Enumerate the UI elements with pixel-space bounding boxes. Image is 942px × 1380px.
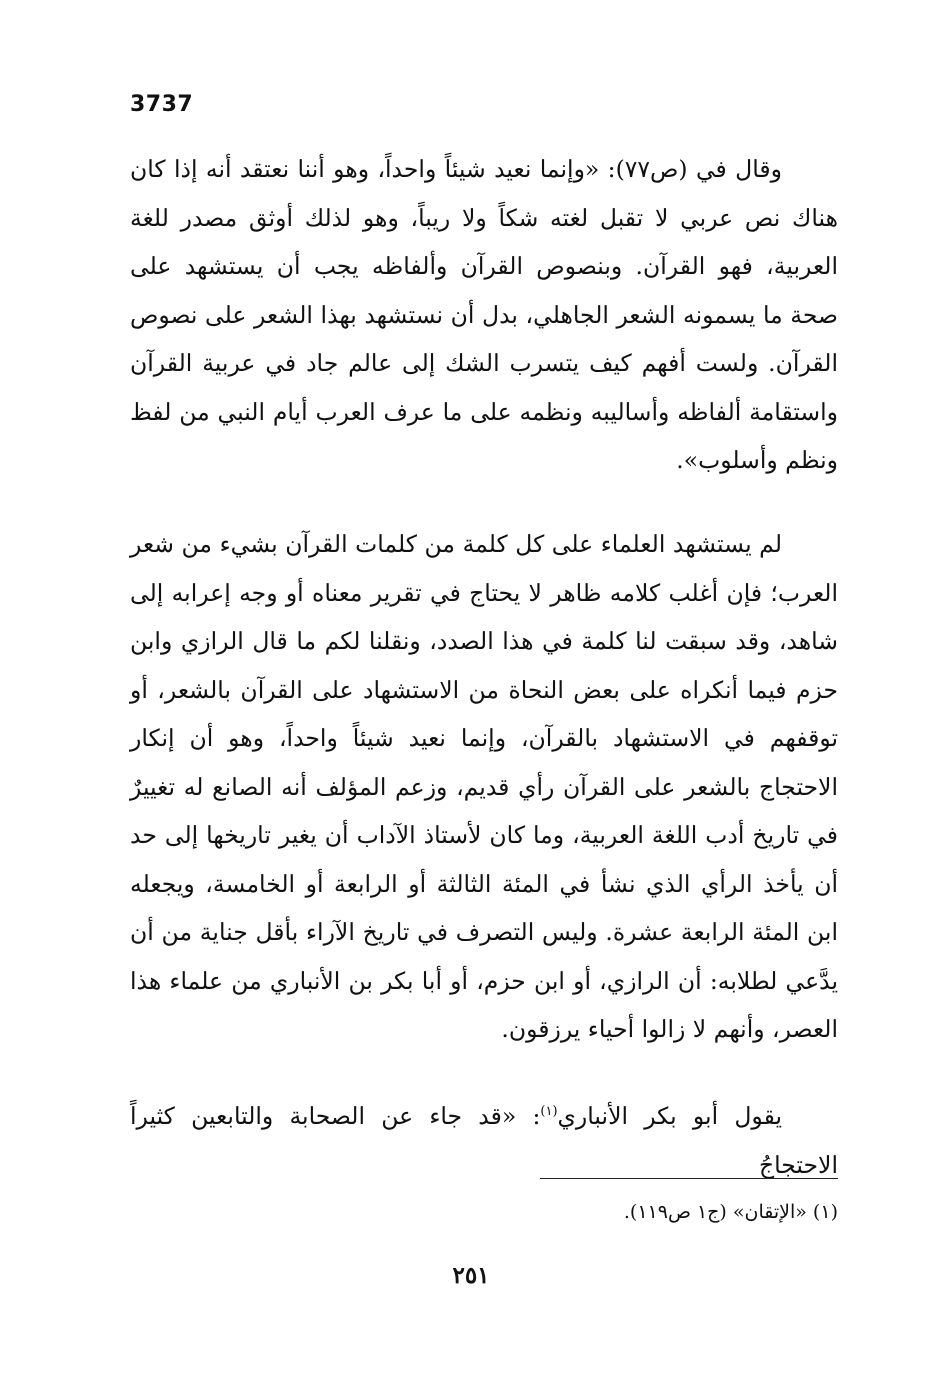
paragraph-text: لم يستشهد العلماء على كل كلمة من كلمات القرآن بشيء من شعر العرب؛ فإن أغلب كلامه ظاهر لا يحتاج في تقرير معناه أو وجه إعرابه إلى شاهد، وقد سبقت لنا كلمة في هذا الصدد، ونقلنا لكم ما قال الرازي وابن حزم فيما أنكراه على بعض النحاة من الاستشهاد على القرآن بالشعر، أو توقفهم في الاستشهاد بالقرآن، وإنما نعيد شيئاً واحداً، وهو أن إنكار الاحتجاج بالشعر على القرآن رأي قديم، وزعم المؤلف أنه الصانع له تغييرٌ في تاريخ أدب اللغة العربية، وما كان لأستاذ الآداب أن يغير تاريخها إلى حد أن يأخذ الرأي الذي نشأ في المئة الثالثة أو الرابعة أو الخامسة، ويجعله ابن المئة الرابعة عشرة. وليس التصرف في تاريخ الآراء بأقل جناية من أن يدَّعي لطلابه: أن الرازي، أو ابن حزم، أو أبا بكر بن الأنباري من علماء هذا العصر، وأنهم لا زالوا أحياء يرزقون.: [130, 530, 838, 1043]
page-id: 3737: [130, 92, 194, 117]
footnote-divider: [540, 1178, 838, 1179]
paragraph-1: [130, 145, 838, 485]
page-number: ٢٥١: [452, 1262, 490, 1289]
paragraph-text: وقال في (ص٧٧): «وإنما نعيد شيئاً واحداً، وهو أننا نعتقد أنه إذا كان هناك نص عربي لا تقبل لغته شكاً ولا ريباً، وهو لذلك أوثق مصدر للغة العربية، فهو القرآن. وبنصوص القرآن وألفاظه يجب أن يستشهد على صحة ما يسمونه الشعر الجاهلي، بدل أن نستشهد بهذا الشعر على نصوص القرآن. ولست أفهم كيف يتسرب الشك إلى عالم جاد في عربية القرآن واستقامة ألفاظه وأساليبه ونظمه على ما عرف العرب أيام النبي من لفظ ونظم وأسلوب».: [130, 155, 838, 474]
footnote: (١) «الإتقان» (ج١ ص١١٩).: [623, 1201, 838, 1223]
paragraph-2: [130, 520, 838, 1054]
paragraph-text-start: يقول أبو بكر الأنباري: [557, 1102, 782, 1130]
paragraph-text-rest: : «قد جاء عن الصحابة والتابعين كثيراً الاحتجاجُ: [130, 1102, 838, 1179]
footnote-reference: (١): [540, 1104, 558, 1120]
paragraph-text: [130, 1092, 838, 1189]
paragraph-3: [130, 1092, 838, 1189]
